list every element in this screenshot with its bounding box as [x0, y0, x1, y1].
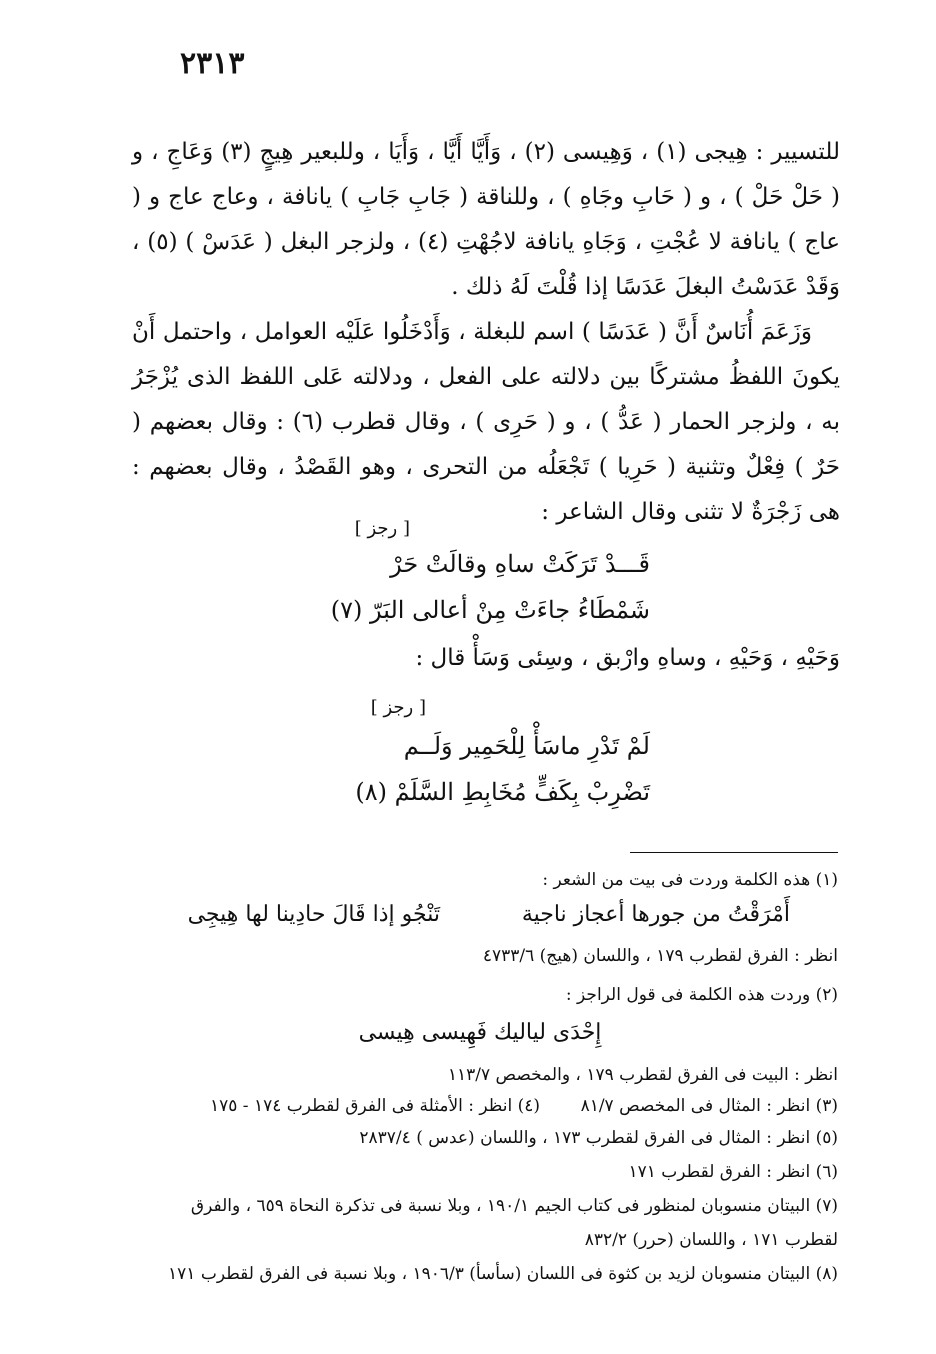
- poem-1-meter: [ رجز ]: [354, 518, 410, 539]
- footnote-4: (٤) انظر : الأمثلة فى الفرق لقطرب ١٧٤ - ١٧٥: [210, 1096, 540, 1116]
- poem-1-line-1: قَـــدْ تَرَكَتْ ساهِ وقالَتْ حَرْ: [390, 550, 650, 578]
- footnote-7-line-2: لقطرب ١٧١ ، واللسان (حرر) ٨٣٢/٢: [584, 1230, 838, 1250]
- footnote-divider: [630, 852, 838, 853]
- paragraph-2: وَزَعَمَ أُنَاسٌ أَنَّ ( عَدَسًا ) اسم للبغلة ، وَأَدْخَلُوا عَلَيْه العوامل ، واحتمل أَنْ يكونَ اللفظُ مشتركًا بين دلالته على الفعل ، ودلالته عَلى اللفظ الذى يُزْجَرُ به ، ولزجر الحمار ( عَدُّ ) ، و ( حَرِى ) ، وقال قطرب (٦) : وقال بعضهم ( حَرٌ ) فِعْلٌ وتثنية ( حَرِيا ) تَجْعَلُه من التحرى ، وهو القَصْدُ ، وقال بعضهم : هى زَجْرَةٌ لا تثنى وقال الشاعر :: [132, 319, 840, 525]
- footnote-1-reference: انظر : الفرق لقطرب ١٧٩ ، واللسان (هيج) ٤٧٣٣/٦: [482, 946, 838, 966]
- footnote-6: (٦) انظر : الفرق لقطرب ١٧١: [628, 1162, 838, 1182]
- footnote-8: (٨) البيتان منسوبان لزيد بن كثوة فى اللسان (سأسأ) ١٩٠٦/٣ ، وبلا نسبة فى الفرق لقطرب ١٧١: [168, 1264, 838, 1284]
- footnote-7-line-1: (٧) البيتان منسوبان لمنظور فى كتاب الجيم ١٩٠/١ ، وبلا نسبة فى تذكرة النحاة ٦٥٩ ، والفرق: [190, 1196, 838, 1216]
- footnote-1-verse-first-hemistich: أَمْرَقْتُ من جورها أعجاز ناجية: [521, 902, 790, 927]
- main-text: [132, 130, 840, 535]
- footnote-3: (٣) انظر : المثال فى المخصص ٨١/٧: [580, 1096, 838, 1116]
- footnote-2-verse: إِحْدَى لياليك فَهِيسى هِيسى: [358, 1020, 602, 1045]
- footnote-1-verse-second-hemistich: تَنْجُو إذا قَالَ حادِينا لها هِيجِى: [187, 902, 440, 927]
- footnote-2-intro: (٢) وردت هذه الكلمة فى قول الراجز :: [565, 985, 838, 1005]
- page-number: ٢٣١٣: [180, 46, 245, 81]
- footnote-2-reference: انظر : البيت فى الفرق لقطرب ١٧٩ ، والمخصص ١١٣/٧: [447, 1065, 838, 1085]
- poem-2-line-1: لَمْ تَدْرِ ماسَأْ لِلْحَمِير وَلَــم: [403, 732, 650, 760]
- transition-line: وَحَيْهِ ، وَحَيْهِ ، وساهِ وارْبق ، وسِئى وَسَأْ قال :: [415, 645, 840, 671]
- footnote-5: (٥) انظر : المثال فى الفرق لقطرب ١٧٣ ، واللسان (عدس ) ٢٨٣٧/٤: [359, 1128, 838, 1148]
- footnote-1-intro: (١) هذه الكلمة وردت فى بيت من الشعر :: [542, 870, 838, 890]
- poem-1-line-2: شَمْطَاءُ جاءَتْ مِنْ أعالى البَرّ (٧): [330, 596, 650, 624]
- poem-2-line-2: تَضْرِبْ بِكَفٍّ مُخَابِطِ السَّلَمْ (٨): [355, 778, 650, 806]
- paragraph-1: للتسيير : هِيجى (١) ، وَهِيسى (٢) ، وَأَيَّا أَيَّا ، وَأَيَا ، وللبعير هِيجٍ (٣) وَعَاجِ ، و ( حَلْ حَلْ ) ، و ( حَابِ وجَاهِ ) ، وللناقة ( جَابِ جَابِ ) يانافة ، وعاج عاج و ( عاج ) يانافة لا عُجْتِ ، وَجَاهِ يانافة لاجُهْتِ (٤) ، ولزجر البغل ( عَدَسْ ) (٥) ، وَقَدْ عَدَسْتُ البغلَ عَدَسًا إذا قُلْتَ لَهُ ذلك .: [132, 139, 840, 300]
- poem-2-meter: [ رجز ]: [370, 697, 426, 718]
